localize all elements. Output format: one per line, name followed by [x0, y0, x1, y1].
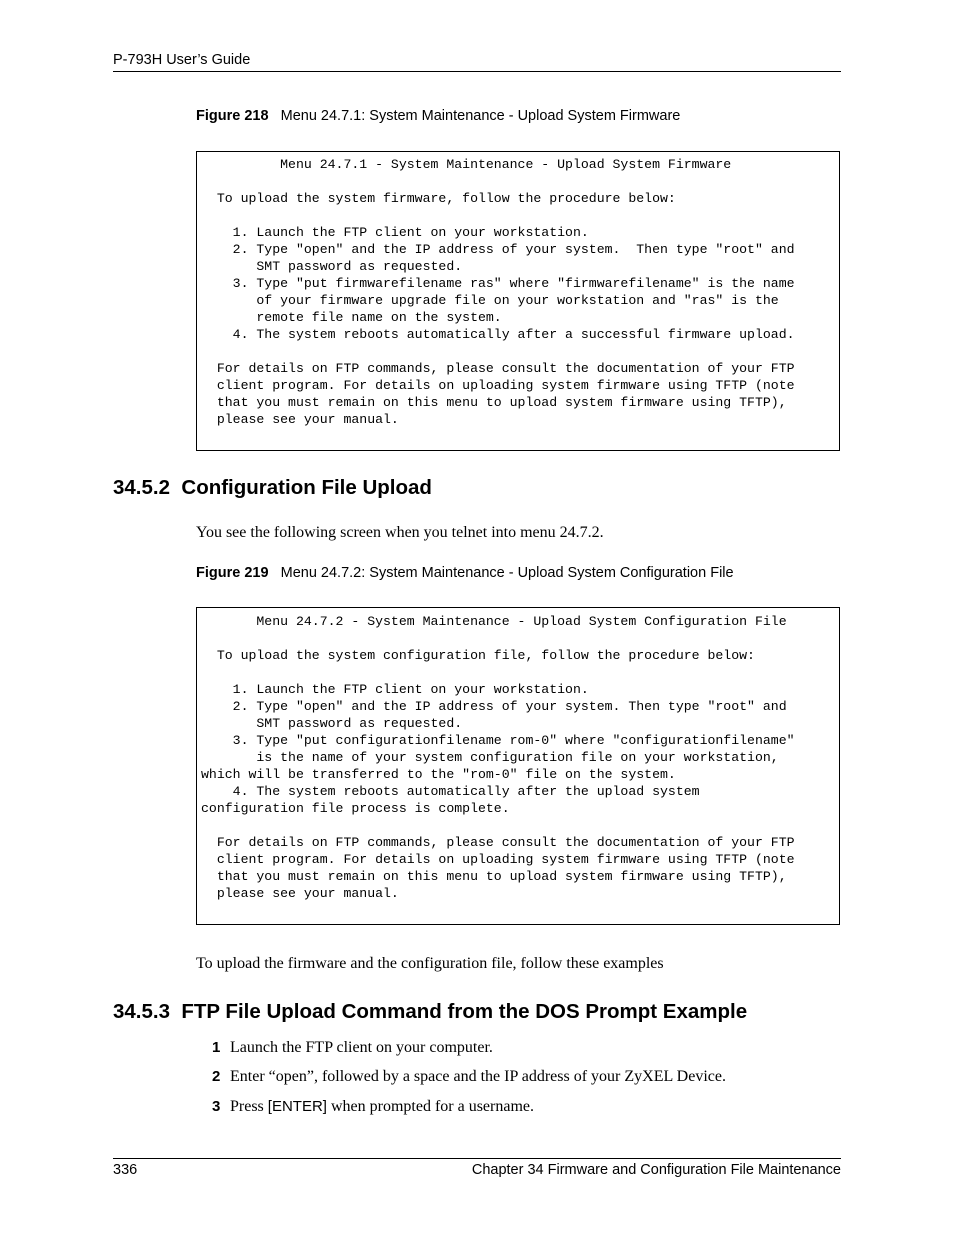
- figure-218-title: Menu 24.7.1: System Maintenance - Upload System Firmware: [280, 108, 681, 124]
- header-rule: [113, 71, 841, 72]
- figure-219-title: Menu 24.7.2: System Maintenance - Upload System Configuration File: [280, 565, 734, 581]
- section-34-5-2-intro: You see the following screen when you telnet into menu 24.7.2.: [196, 524, 604, 541]
- step-number: 2: [212, 1068, 221, 1085]
- step-number: 1: [212, 1039, 221, 1056]
- step-text-pre: Press: [230, 1098, 268, 1115]
- section-34-5-2-heading: 34.5.2 Configuration File Upload: [113, 476, 432, 499]
- figure-219-caption: [196, 565, 734, 581]
- figure-218-caption: [196, 108, 680, 124]
- step-number: 3: [212, 1098, 221, 1115]
- figure-219-label: Figure 219: [196, 565, 269, 581]
- step-text: Enter “open”, followed by a space and the IP address of your ZyXEL Device.: [230, 1068, 726, 1085]
- figure-218-screen: [196, 151, 840, 451]
- figure-218-screen-text: Menu 24.7.1 - System Maintenance - Upload System Firmware To upload the system firmware, follow the procedure below: 1. Launch the FTP client on your workstation. 2. Type "open" and the IP address of your system. Then type "root" and SMT password as requested. 3. Type "put firmwarefilename ras" where "firmwarefilename" is the name of your firmware upgrade file on your workstation and "ras" is the remote file name on the system. 4. The system reboots automatically after a successful firmware upload. For details on FTP commands, please consult the documentation of your FTP client program. For details on uploading system firmware using TFTP (note that you must remain on this menu to upload system firmware using TFTP), please see your manual.: [216, 157, 795, 427]
- figure-219-screen-text: Menu 24.7.2 - System Maintenance - Upload System Configuration File To upload the system configuration file, follow the procedure below: 1. Launch the FTP client on your workstation. 2. Type "open" and the IP address of your system. Then type "root" and SMT password as requested. 3. Type "put configurationfilename rom-0" where "configurationfilename" is the name of your system configuration file on your workstation, which will be transferred to the "rom-0" file on the system. 4. The system reboots automatically after the upload system configuration file process is complete. For details on FTP commands, please consult the documentation of your FTP client program. For details on uploading system firmware using TFTP (note that you must remain on this menu to upload system firmware using TFTP), please see your manual.: [201, 614, 795, 901]
- step-3: [212, 1098, 534, 1116]
- step-text: Launch the FTP client on your computer.: [230, 1039, 493, 1056]
- figure-218-label: Figure 218: [196, 108, 269, 124]
- step-2: [212, 1068, 726, 1086]
- chapter-title: Chapter 34 Firmware and Configuration File Maintenance: [471, 1162, 841, 1178]
- examples-intro: To upload the firmware and the configuration file, follow these examples: [196, 955, 664, 972]
- figure-219-screen: [196, 607, 840, 925]
- section-34-5-3-heading: 34.5.3 FTP File Upload Command from the DOS Prompt Example: [113, 1000, 748, 1023]
- footer-rule: [113, 1158, 841, 1159]
- running-header: P-793H User’s Guide: [113, 52, 251, 68]
- enter-key-label: [ENTER]: [267, 1098, 327, 1115]
- page-number: 336: [113, 1162, 138, 1178]
- step-text-post: when prompted for a username.: [326, 1098, 535, 1115]
- step-1: [212, 1039, 493, 1057]
